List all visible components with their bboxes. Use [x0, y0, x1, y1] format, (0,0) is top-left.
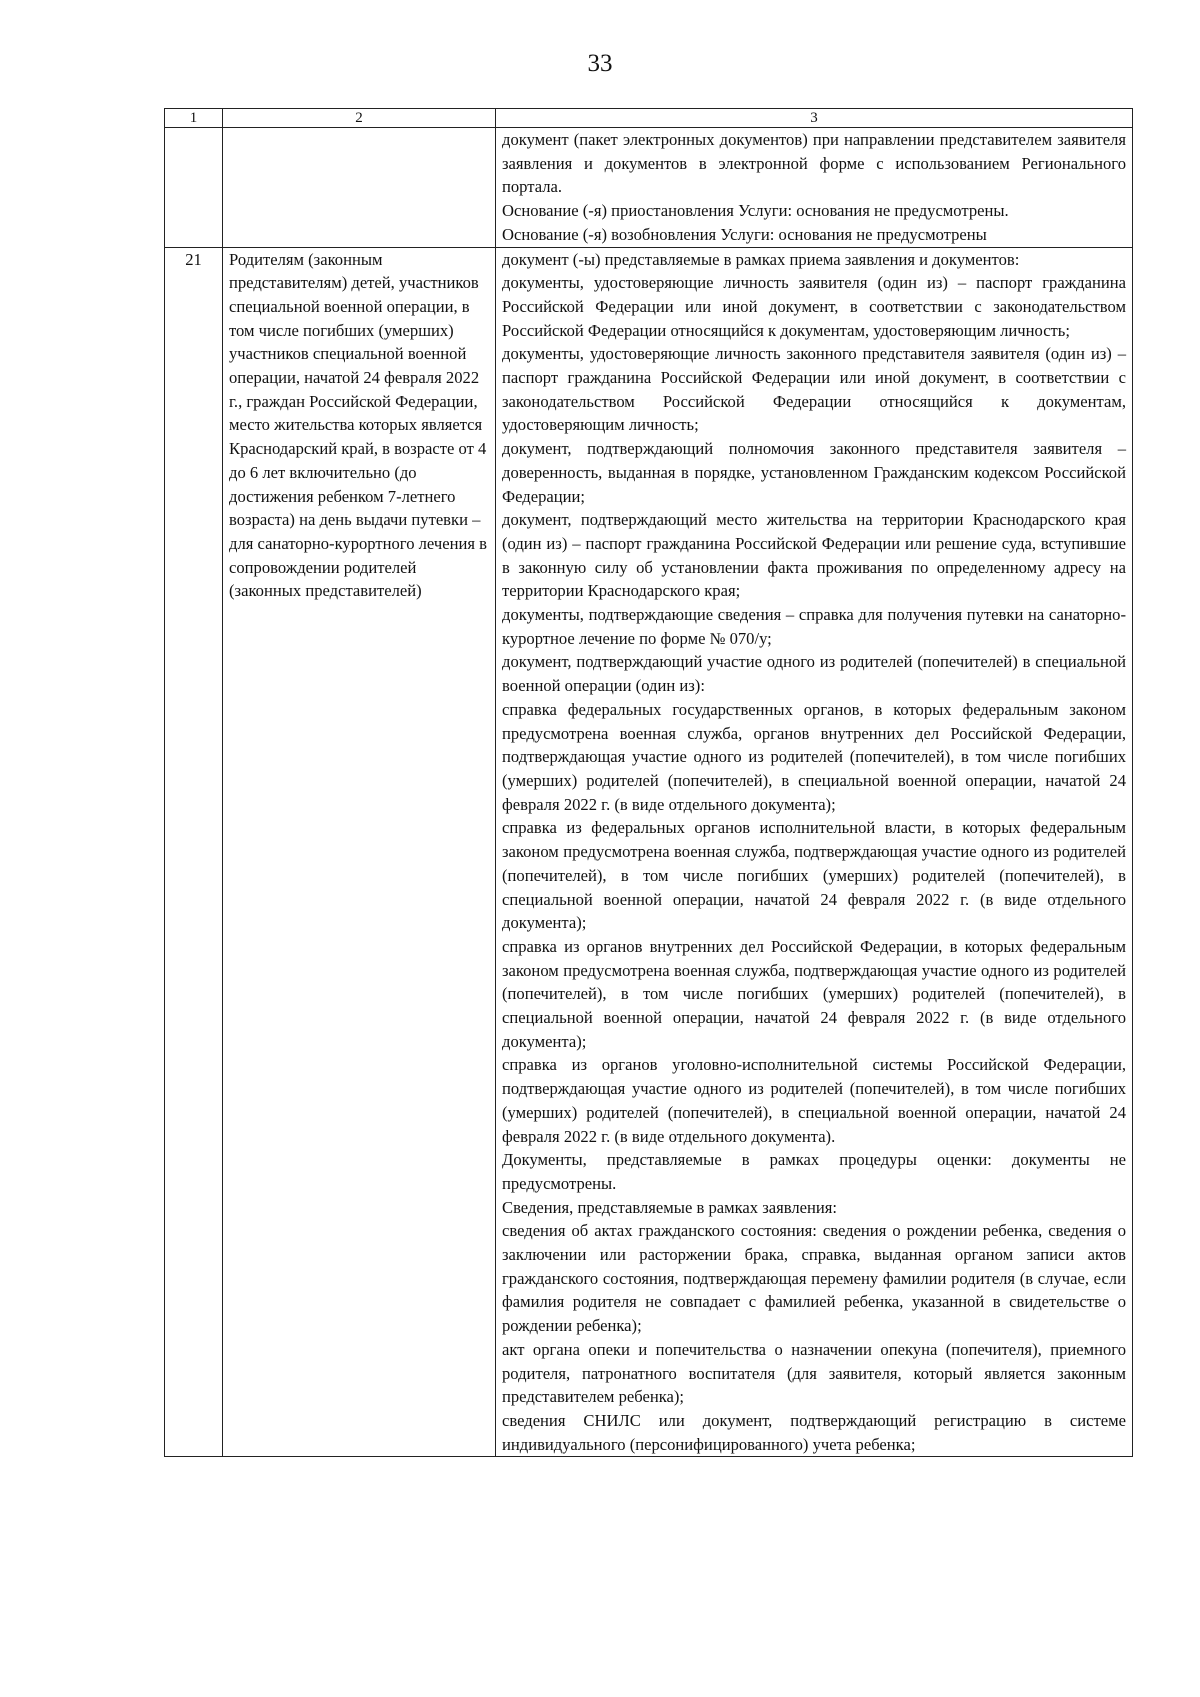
services-table: [164, 108, 1133, 1457]
documents-cell: [496, 247, 1133, 1457]
paragraph: справка из федеральных органов исполнительной власти, в которых федеральным законом предусмотрена военная служба, подтверждающая участие одного из родителей (попечителей), в том числе погибших (умерших) родителей (попечителей), в специальной военной операции, начатой 24 февраля 2022 г. (в виде отдельного документа);: [502, 818, 1126, 933]
paragraph: Основание (-я) возобновления Услуги: основания не предусмотрены: [502, 224, 987, 244]
table-header-row: [165, 109, 1133, 128]
category-cell: [223, 128, 496, 248]
paragraph: документ (-ы) представляемые в рамках приема заявления и документов:: [502, 249, 1020, 269]
paragraph: документ, подтверждающий участие одного из родителей (попечителей) в специальной военной операции (один из):: [502, 652, 1126, 696]
paragraph: документы, удостоверяющие личность законного представителя заявителя (один из) – паспорт гражданина Российской Федерации или иной документ, в соответствии с законодательством Российской Федерации относящийся к документам, удостоверяющим личность;: [502, 344, 1126, 435]
paragraph: справка из органов внутренних дел Российской Федерации, в которых федеральным законом предусмотрена военная служба, подтверждающая участие одного из родителей (попечителей), в том числе погибших (умерших) родителей (попечителей), в специальной военной операции, начатой 24 февраля 2022 г. (в виде отдельного документа);: [502, 936, 1126, 1051]
row-number-cell: [165, 128, 223, 248]
paragraph: документы, удостоверяющие личность заявителя (один из) – паспорт гражданина Российской Федерации или иной документ, в соответствии с законодательством Российской Федерации относящийся к документам, удостоверяющим личность;: [502, 273, 1126, 340]
paragraph: справка из органов уголовно-исполнительной системы Российской Федерации, подтверждающая участие одного из родителей (попечителей), в том числе погибших (умерших) родителей (попечителей), в специальной военной операции, начатой 24 февраля 2022 г. (в виде отдельного документа).: [502, 1055, 1126, 1146]
documents-cell: [496, 128, 1133, 248]
paragraph: справка федеральных государственных органов, в которых федеральным законом предусмотрена военная служба, органов внутренних дел Российской Федерации, подтверждающая участие одного из родителей (попечителей), в том числе погибших (умерших) родителей (попечителей), в специальной военной операции, начатой 24 февраля 2022 г. (в виде отдельного документа);: [502, 699, 1126, 814]
table-row-continuation: [165, 128, 1133, 248]
column-header-3: 3: [496, 109, 1133, 128]
paragraph: Документы, представляемые в рамках процедуры оценки: документы не предусмотрены.: [502, 1150, 1126, 1193]
row-number-cell: 21: [165, 247, 223, 1457]
paragraph: Сведения, представляемые в рамках заявления:: [502, 1197, 838, 1217]
paragraph: документы, подтверждающие сведения – справка для получения путевки на санаторно-курортное лечение по форме № 070/у;: [502, 605, 1126, 648]
category-description: Родителям (законным представителям) детей, участников специальной военной операции, в том числе погибших (умерших) участников специальной военной операции, начатой 24 февраля 2022 г., граждан Российской Федерации, место жительства которых является Краснодарский край, в возрасте от 4 до 6 лет включительно (до достижения ребенком 7-летнего возраста) на день выдачи путевки – для санаторно-курортного лечения в сопровождении родителей (законных представителей): [229, 249, 487, 601]
paragraph: Основание (-я) приостановления Услуги: основания не предусмотрены.: [502, 201, 1009, 221]
paragraph: сведения СНИЛС или документ, подтверждающий регистрацию в системе индивидуального (персонифицированного) учета ребенка;: [502, 1410, 1126, 1454]
paragraph: документ, подтверждающий полномочия законного представителя заявителя – доверенность, выданная в порядке, установленном Гражданским кодексом Российской Федерации;: [502, 439, 1126, 506]
paragraph: документ (пакет электронных документов) при направлении представителем заявителя заявления и документов в электронной форме с использованием Регионального портала.: [502, 130, 1126, 197]
category-cell: [223, 247, 496, 1457]
column-header-1: 1: [165, 109, 223, 128]
table-row-21: [165, 247, 1133, 1457]
page-number: 33: [587, 50, 613, 77]
column-header-2: 2: [223, 109, 496, 128]
paragraph: сведения об актах гражданского состояния: сведения о рождении ребенка, сведения о заключении или расторжении брака, справка, выданная органом записи актов гражданского состояния, подтверждающая перемену фамилии родителя (в случае, если фамилия родителя не совпадает с фамилией ребенка, указанной в свидетельстве о рождении ребенка);: [502, 1221, 1126, 1336]
paragraph: акт органа опеки и попечительства о назначении опекуна (попечителя), приемного родителя, патронатного воспитателя (для заявителя, который является законным представителем ребенка);: [502, 1339, 1126, 1407]
paragraph: документ, подтверждающий место жительства на территории Краснодарского края (один из) – паспорт гражданина Российской Федерации или решение суда, вступившие в законную силу об установлении факта проживания по определенному адресу на территории Краснодарского края;: [502, 510, 1126, 601]
